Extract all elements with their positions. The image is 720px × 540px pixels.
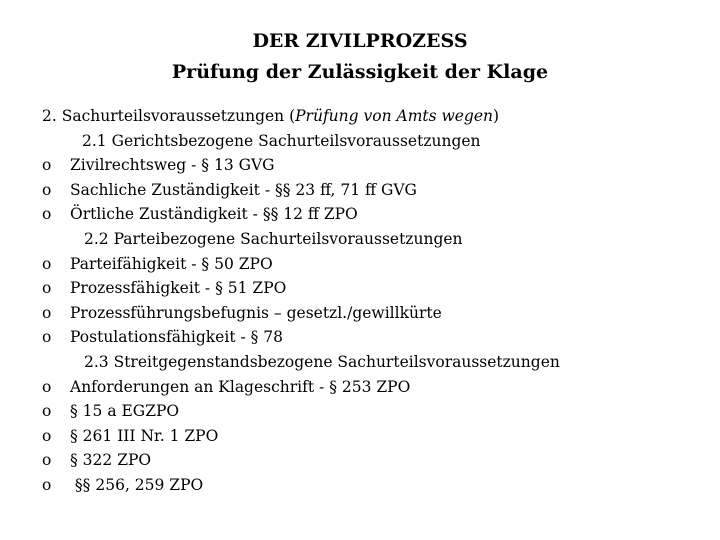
list-item-text: § 322 ZPO (70, 451, 152, 470)
list-item (42, 448, 702, 473)
title-line-1: DER ZIVILPROZESS (252, 30, 468, 52)
list-item (42, 473, 702, 498)
intro-close: ) (493, 107, 500, 125)
bullet-icon: o (42, 377, 52, 396)
list-item (42, 375, 702, 400)
bullet-icon: o (42, 254, 52, 273)
list-item-text: § 15 a EGZPO (70, 402, 180, 421)
list-item (42, 399, 702, 424)
intro-text: 2. Sachurteilsvoraussetzungen ( (42, 107, 296, 125)
bullet-icon: o (42, 205, 52, 224)
list-item (42, 153, 702, 178)
list-item-text: Zivilrechtsweg - § 13 GVG (70, 156, 275, 175)
bullet-icon: o (42, 402, 52, 421)
list-item (42, 325, 702, 350)
list-item (42, 301, 702, 326)
bullet-icon: o (42, 451, 52, 470)
list-item (42, 252, 702, 277)
section-heading-2-3: 2.3 Streitgegenstandsbezogene Sachurteilsvoraussetzungen (84, 352, 560, 371)
list-item-text: Anforderungen an Klageschrift - § 253 ZPO (70, 377, 411, 396)
content-body (42, 104, 702, 498)
bullet-icon: o (42, 180, 52, 199)
bullet-icon: o (42, 475, 52, 494)
list-item-text: Postulationsfähigkeit - § 78 (70, 328, 284, 347)
list-item-text: Örtliche Zuständigkeit - §§ 12 ff ZPO (70, 205, 358, 224)
list-item (42, 424, 702, 449)
intro-italic: Prüfung von Amts wegen (295, 107, 494, 125)
list-item (42, 276, 702, 301)
bullet-icon: o (42, 279, 52, 298)
list-item-text: § 261 III Nr. 1 ZPO (70, 426, 219, 445)
section-heading-2-2: 2.2 Parteibezogene Sachurteilsvoraussetzungen (84, 229, 463, 248)
list-item-text: Prozessführungsbefugnis – gesetzl./gewillkürte (70, 303, 442, 322)
list-item-text: §§ 256, 259 ZPO (70, 475, 204, 494)
list-item-text: Parteifähigkeit - § 50 ZPO (70, 254, 273, 273)
bullet-icon: o (42, 303, 52, 322)
list-item (42, 202, 702, 227)
intro-line (42, 104, 702, 129)
list-item (42, 178, 702, 203)
list-item-text: Prozessfähigkeit - § 51 ZPO (70, 279, 287, 298)
bullet-icon: o (42, 328, 52, 347)
section-heading-2-1: 2.1 Gerichtsbezogene Sachurteilsvoraussetzungen (82, 131, 481, 150)
page-title (0, 26, 720, 88)
title-line-2: Prüfung der Zulässigkeit der Klage (171, 61, 549, 83)
list-item-text: Sachliche Zuständigkeit - §§ 23 ff, 71 ff GVG (70, 180, 417, 199)
bullet-icon: o (42, 426, 52, 445)
bullet-icon: o (42, 156, 52, 175)
